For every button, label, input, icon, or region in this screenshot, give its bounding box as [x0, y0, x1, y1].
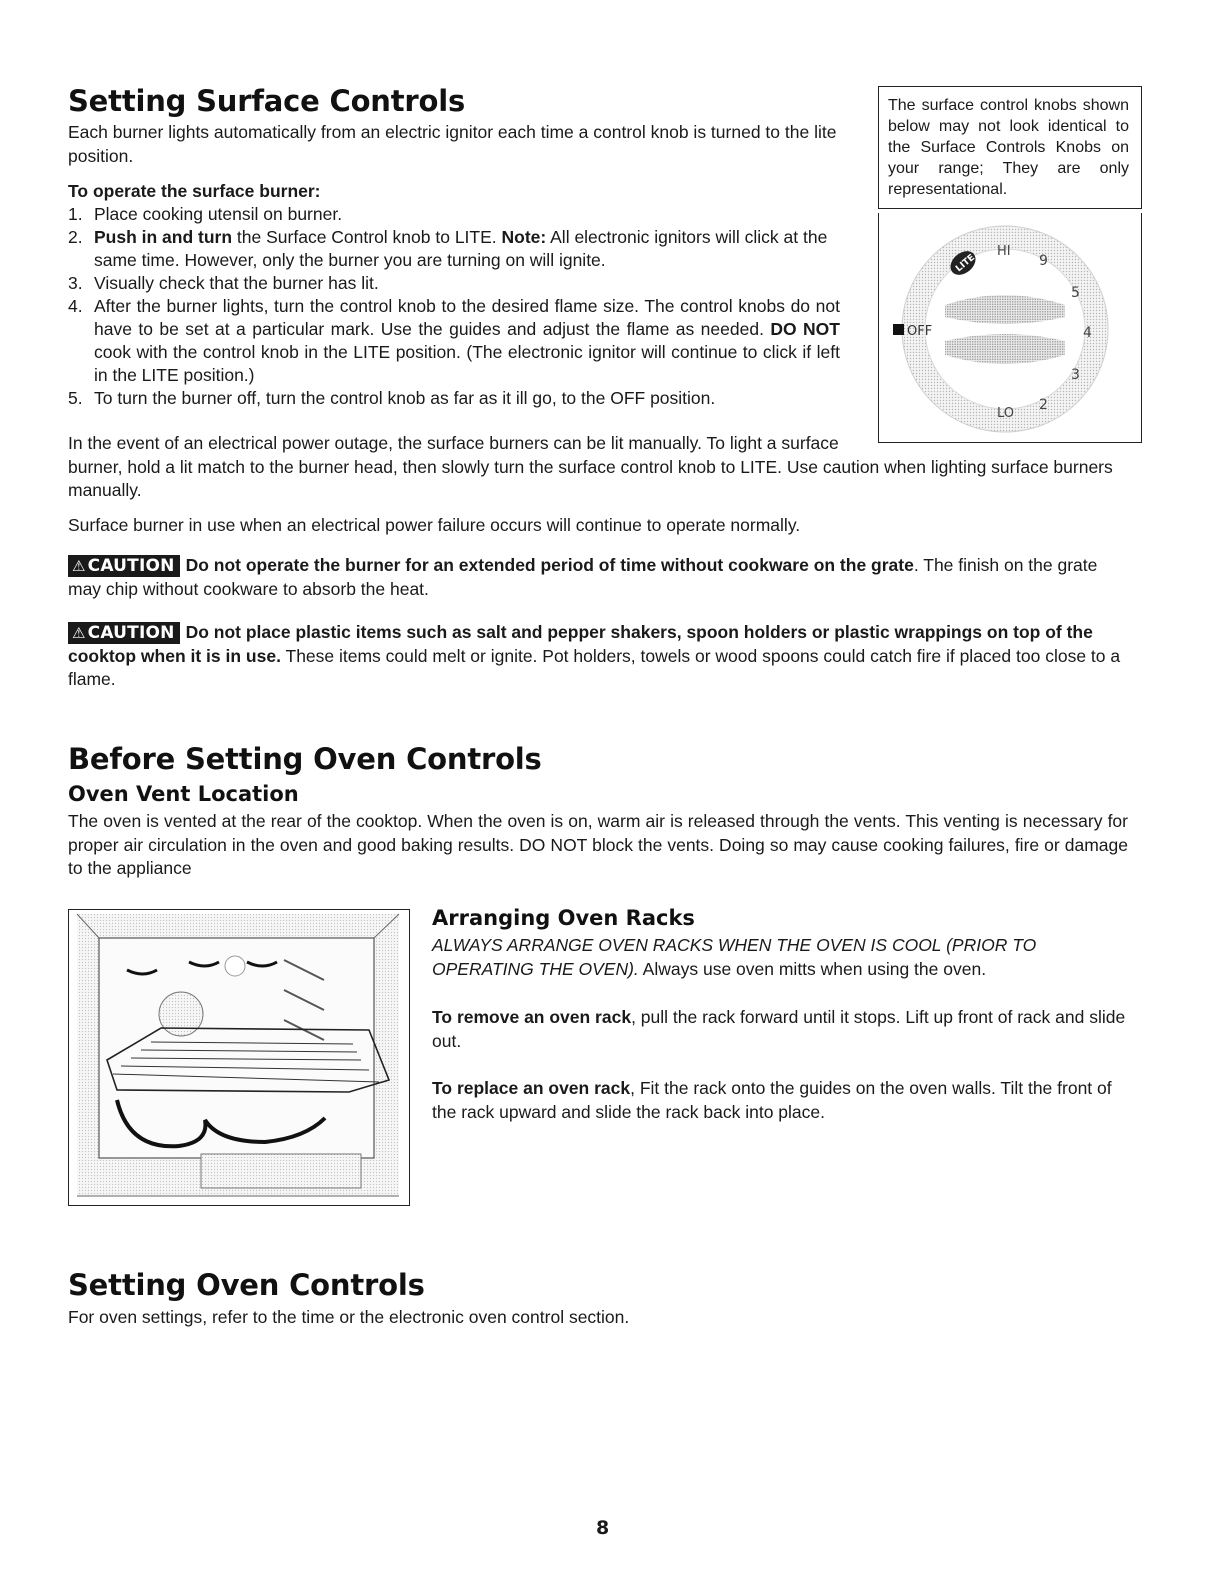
power-failure-paragraph: Surface burner in use when an electrical power failure occurs will continue to operate normally. [68, 515, 801, 535]
step-item: 5. To turn the burner off, turn the control knob as far as it ill go, to the OFF position. [68, 388, 716, 408]
power-outage-paragraph: In the event of an electrical power outage, the surface burners can be lit manually. To light a surface burner, hold a lit match to the burner head, then slowly turn the surface control knob to LITE. Use caution when lighting surface burners manually. [68, 433, 1113, 500]
caution-paragraph-1: ⚠ CAUTION Do not operate the burner for an extended period of time without cookware on the grate. The finish on the grate may chip without cookware to absorb the heat. [68, 555, 1098, 599]
warning-triangle-icon: ⚠ [72, 624, 86, 642]
page-number: 8 [596, 1517, 610, 1539]
sidebar-note: The surface control knobs shown below may not look identical to the Surface Controls Knobs on your range; They are only representational. [878, 86, 1142, 209]
operate-heading: To operate the surface burner: [68, 181, 321, 201]
section-title-oven-controls: Setting Oven Controls [68, 1268, 425, 1302]
caution-paragraph-2: ⚠ CAUTION Do not place plastic items such as salt and pepper shakers, spoon holders or plastic wrappings on top of the cooktop when it is in use. These items could melt or ignite. Pot holders, towels or wood spoons could catch fire if placed too close to a flame. [68, 622, 1121, 689]
step-item: 3. Visually check that the burner has lit. [68, 273, 379, 293]
oven-vent-heading: Oven Vent Location [68, 782, 299, 806]
knob-figure [878, 213, 1142, 443]
oven-controls-paragraph: For oven settings, refer to the time or the electronic oven control section. [68, 1307, 630, 1327]
arranging-racks-heading: Arranging Oven Racks [432, 906, 695, 930]
knob-hi-label: HI [997, 244, 1011, 259]
caution-badge: ⚠ CAUTION [68, 622, 180, 644]
step-item: 1. Place cooking utensil on burner. [68, 204, 343, 224]
surface-knob-illustration [879, 213, 1141, 442]
steps-list [68, 203, 840, 410]
knob-off-label: OFF [907, 324, 933, 339]
warning-triangle-icon: ⚠ [72, 557, 86, 575]
caution-badge: ⚠ CAUTION [68, 555, 180, 577]
knob-lite-label: LITE [954, 252, 977, 275]
remove-rack-paragraph: To remove an oven rack, pull the rack forward until it stops. Lift up front of rack and slide out. [432, 1007, 1126, 1051]
knob-mark: 2 [1039, 397, 1048, 413]
section-title-before-oven-controls: Before Setting Oven Controls [68, 742, 542, 776]
surface-intro: Each burner lights automatically from an electric ignitor each time a control knob is turned to the lite position. [68, 122, 837, 166]
knob-mark: 4 [1083, 325, 1092, 341]
knob-lo-label: LO [997, 406, 1015, 421]
replace-rack-paragraph: To replace an oven rack, Fit the rack onto the guides on the oven walls. Tilt the front of the rack upward and slide the rack back into place. [432, 1078, 1112, 1122]
section-title-surface-controls: Setting Surface Controls [68, 84, 466, 118]
oven-interior-illustration [69, 910, 409, 1205]
knob-mark: 9 [1039, 253, 1048, 269]
step-item: 4. After the burner lights, turn the control knob to the desired flame size. The control knobs do not have to be set at a particular mark. Use the guides and adjust the flame as needed. DO NOT cook with the control knob in the LITE position. (The electronic ignitor will continue to click if left in the LITE position.) [68, 296, 840, 385]
knob-mark: 3 [1071, 367, 1080, 383]
arranging-racks-paragraph: ALWAYS ARRANGE OVEN RACKS WHEN THE OVEN IS COOL (PRIOR TO OPERATING THE OVEN). Always use oven mitts when using the oven. [432, 935, 1037, 979]
oven-vent-paragraph: The oven is vented at the rear of the cooktop. When the oven is on, warm air is released through the vents. This venting is necessary for proper air circulation in the oven and good baking results. DO NOT block the vents. Doing so may cause cooking failures, fire or damage to the appliance [68, 811, 1128, 878]
knob-mark: 5 [1071, 285, 1080, 301]
step-item: 2. Push in and turn the Surface Control knob to LITE. Note: All electronic ignitors will click at the same time. However, only the burner you are turning on will ignite. [68, 227, 828, 270]
oven-rack-figure [68, 909, 410, 1206]
